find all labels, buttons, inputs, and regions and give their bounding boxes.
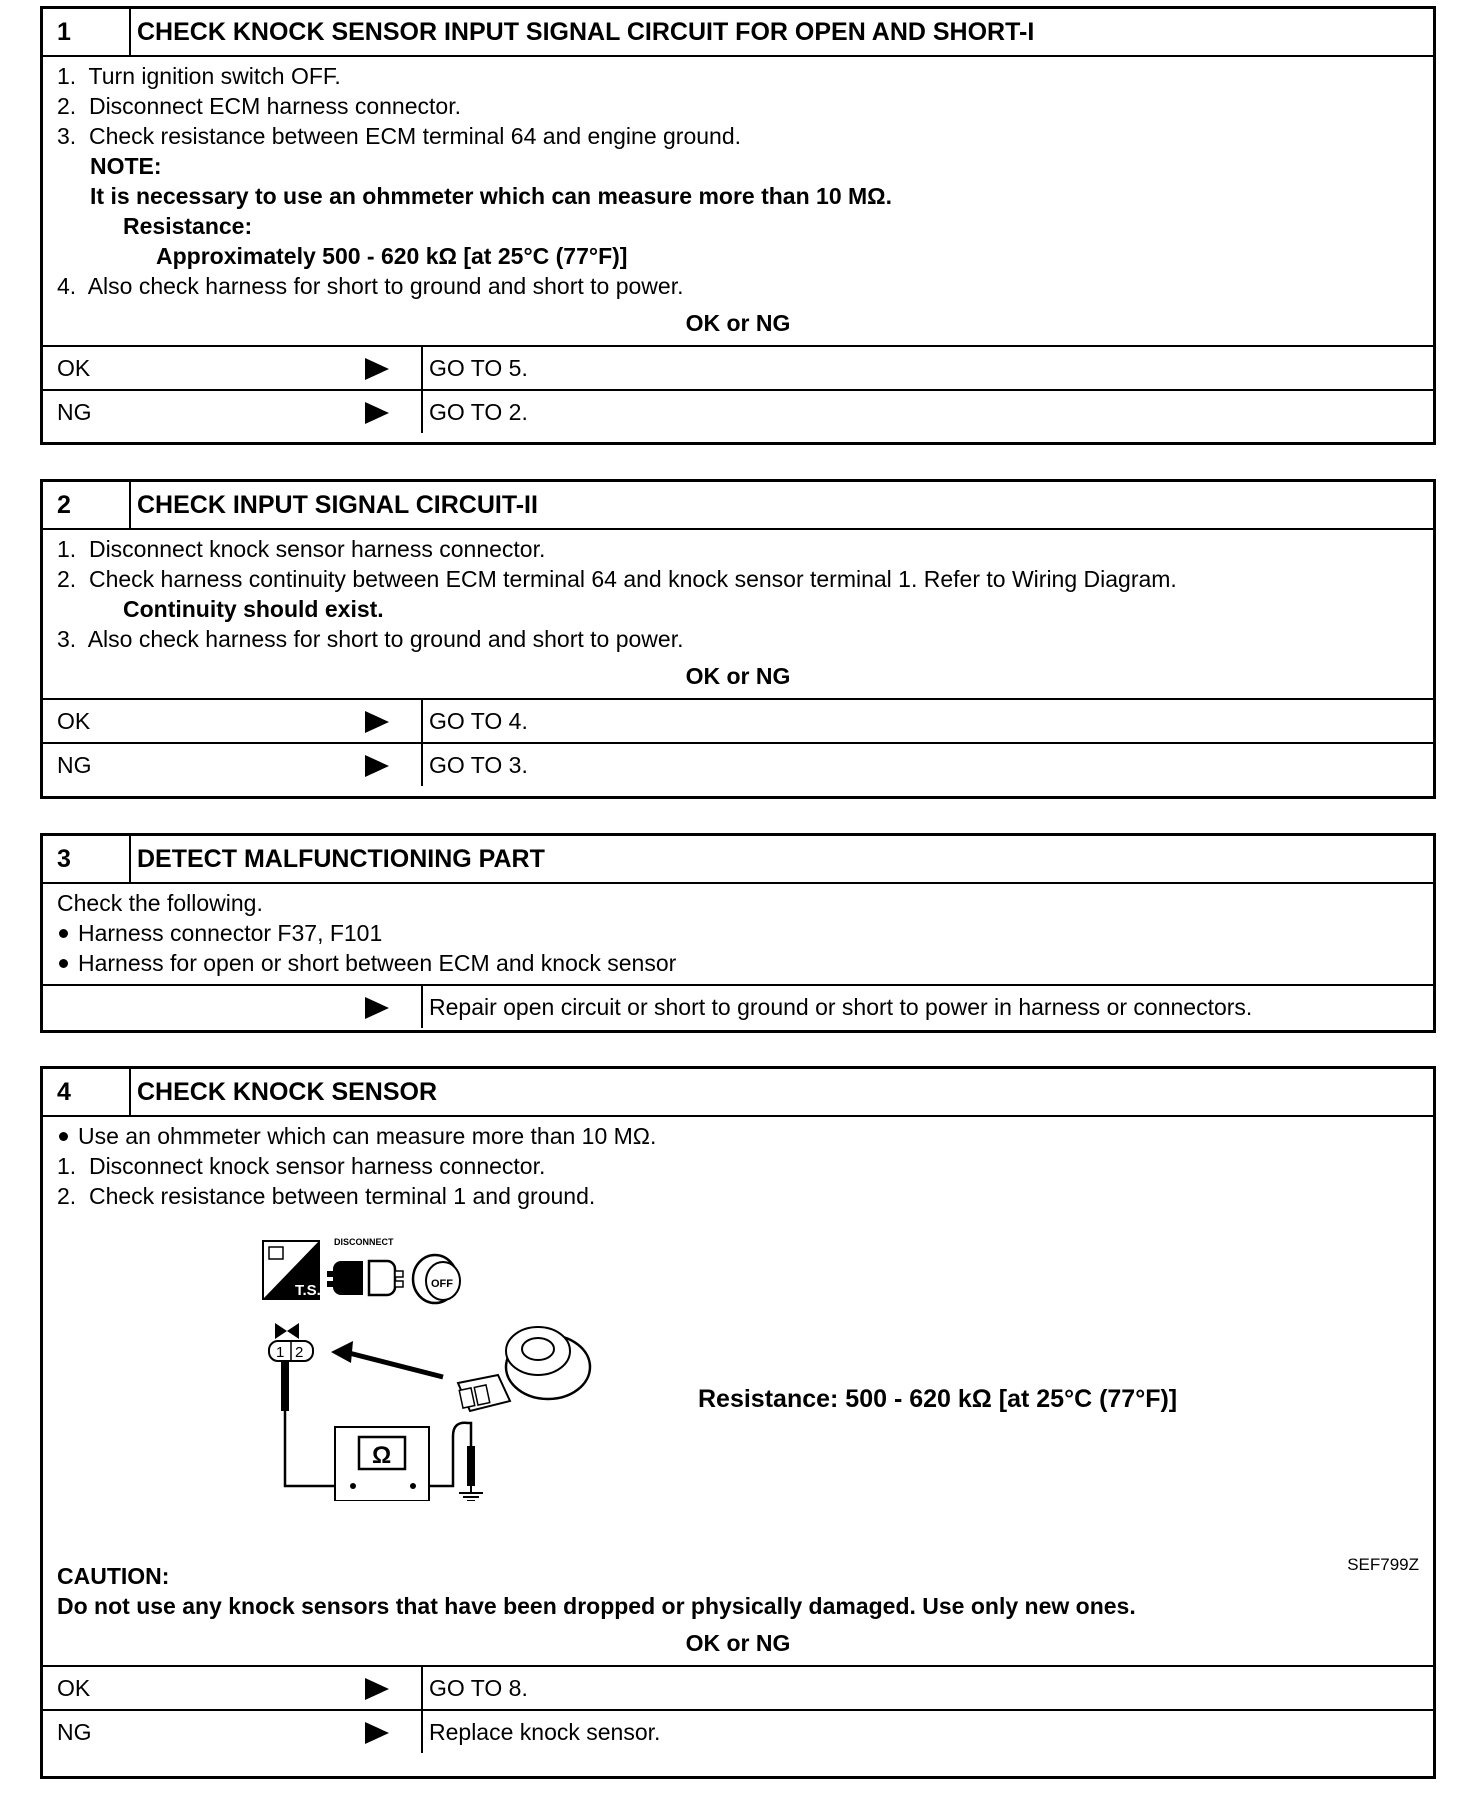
intro-text: Check the following. — [57, 890, 263, 916]
off-label: OFF — [431, 1278, 453, 1290]
step-number: 2 — [43, 482, 131, 528]
continuity-note: Continuity should exist. — [123, 596, 384, 622]
ohmmeter-icon — [335, 1427, 429, 1501]
figure-id: SEF799Z — [1347, 1555, 1419, 1574]
ng-row — [43, 1709, 1433, 1753]
ok-row — [43, 698, 1433, 742]
step-2-box — [40, 479, 1436, 799]
arrow-right-icon — [365, 711, 389, 733]
resistance-value: Approximately 500 - 620 kΩ [at 25°C (77°F)] — [156, 243, 628, 269]
ts-label: T.S. — [295, 1282, 321, 1299]
instruction-line: 3. Also check harness for short to ground and short to power. — [57, 626, 684, 652]
step-3-instructions — [43, 884, 1433, 984]
action-row — [43, 984, 1433, 1028]
ok-label: OK — [57, 1674, 91, 1701]
step-1-instructions — [43, 57, 1433, 301]
ng-label: NG — [57, 398, 92, 425]
knock-sensor-icon — [458, 1327, 590, 1411]
instruction-line: 4. Also check harness for short to ground and short to power. — [57, 273, 684, 299]
step-4-box — [40, 1066, 1436, 1779]
step-3-header — [43, 836, 1433, 884]
disconnect-icon — [327, 1237, 403, 1295]
probe-icon — [269, 1323, 313, 1411]
step-title: CHECK KNOCK SENSOR — [137, 1077, 438, 1106]
instruction-line: 1. Turn ignition switch OFF. — [57, 63, 341, 89]
repair-action: Repair open circuit or short to ground or short to power in harness or connectors. — [429, 993, 1253, 1020]
step-1-box — [40, 6, 1436, 445]
bullet-icon — [59, 959, 68, 968]
instruction-line: 1. Disconnect knock sensor harness connector. — [57, 1153, 546, 1179]
ok-or-ng-label: OK or NG — [685, 1630, 791, 1656]
ng-action: GO TO 3. — [429, 751, 528, 778]
ignition-off-icon — [413, 1255, 460, 1303]
ok-row — [43, 345, 1433, 389]
ground-lead-wire — [425, 1423, 471, 1486]
ng-label: NG — [57, 751, 92, 778]
instruction-line: 1. Disconnect knock sensor harness connector. — [57, 536, 546, 562]
step-3-box — [40, 833, 1436, 1033]
arrow-right-icon — [365, 358, 389, 380]
instruction-line: 2. Check resistance between terminal 1 and ground. — [57, 1183, 596, 1209]
arrow-right-icon — [365, 997, 389, 1019]
resistance-check-diagram — [203, 1231, 663, 1501]
bullet-icon — [59, 1132, 68, 1141]
ok-or-ng-label: OK or NG — [685, 310, 791, 336]
list-item: Harness connector F37, F101 — [57, 918, 1433, 948]
caution-block — [43, 1561, 1433, 1621]
tester-icon — [263, 1241, 321, 1299]
ok-action: GO TO 8. — [429, 1674, 528, 1701]
ng-action: Replace knock sensor. — [429, 1718, 661, 1745]
instruction-line: 2. Disconnect ECM harness connector. — [57, 93, 461, 119]
note-label: NOTE: — [90, 153, 162, 179]
ng-row — [43, 742, 1433, 786]
step-4-header — [43, 1069, 1433, 1117]
ng-row — [43, 389, 1433, 433]
terminal-2-label: 2 — [295, 1344, 304, 1361]
step-number: 3 — [43, 836, 131, 882]
caution-text: Do not use any knock sensors that have been dropped or physically damaged. Use only new ones. — [57, 1593, 1136, 1619]
list-item: Use an ohmmeter which can measure more than 10 MΩ. — [57, 1121, 1433, 1151]
ok-label: OK — [57, 707, 91, 734]
step-number: 4 — [43, 1069, 131, 1115]
resistance-label: Resistance: — [123, 213, 253, 239]
ok-label: OK — [57, 354, 91, 381]
note-text: It is necessary to use an ohmmeter which can measure more than 10 MΩ. — [90, 183, 893, 209]
ok-or-ng-label: OK or NG — [685, 663, 791, 689]
bullet-icon — [59, 929, 68, 938]
resistance-spec: Resistance: 500 - 620 kΩ [at 25°C (77°F)] — [698, 1385, 1178, 1413]
list-item: Harness for open or short between ECM and knock sensor — [57, 948, 1433, 978]
instruction-line: 2. Check harness continuity between ECM terminal 64 and knock sensor terminal 1. Refer to Wiring Diagram. — [57, 566, 1177, 592]
ng-action: GO TO 2. — [429, 398, 528, 425]
instruction-line: 3. Check resistance between ECM terminal 64 and engine ground. — [57, 123, 742, 149]
arrow-right-icon — [365, 402, 389, 424]
disconnect-label: DISCONNECT — [334, 1237, 394, 1247]
ng-label: NG — [57, 1718, 92, 1745]
terminal-1-label: 1 — [276, 1344, 285, 1361]
step-2-instructions — [43, 530, 1433, 654]
step-title: CHECK KNOCK SENSOR INPUT SIGNAL CIRCUIT FOR OPEN AND SHORT-I — [137, 17, 1035, 46]
step-2-header — [43, 482, 1433, 530]
step-1-header — [43, 9, 1433, 57]
step-number: 1 — [43, 9, 131, 55]
arrow-right-icon — [365, 755, 389, 777]
arrow-right-icon — [365, 1722, 389, 1744]
ok-row — [43, 1665, 1433, 1709]
ok-action: GO TO 5. — [429, 354, 528, 381]
ok-action: GO TO 4. — [429, 707, 528, 734]
knock-sensor-figure — [43, 1211, 1433, 1574]
caution-title: CAUTION: — [57, 1563, 170, 1589]
step-title: DETECT MALFUNCTIONING PART — [137, 844, 545, 873]
step-title: CHECK INPUT SIGNAL CIRCUIT-II — [137, 490, 538, 519]
ohm-symbol: Ω — [372, 1442, 392, 1469]
step-4-instructions — [43, 1117, 1433, 1211]
arrow-right-icon — [365, 1678, 389, 1700]
pointer-arrow-icon — [331, 1341, 443, 1377]
